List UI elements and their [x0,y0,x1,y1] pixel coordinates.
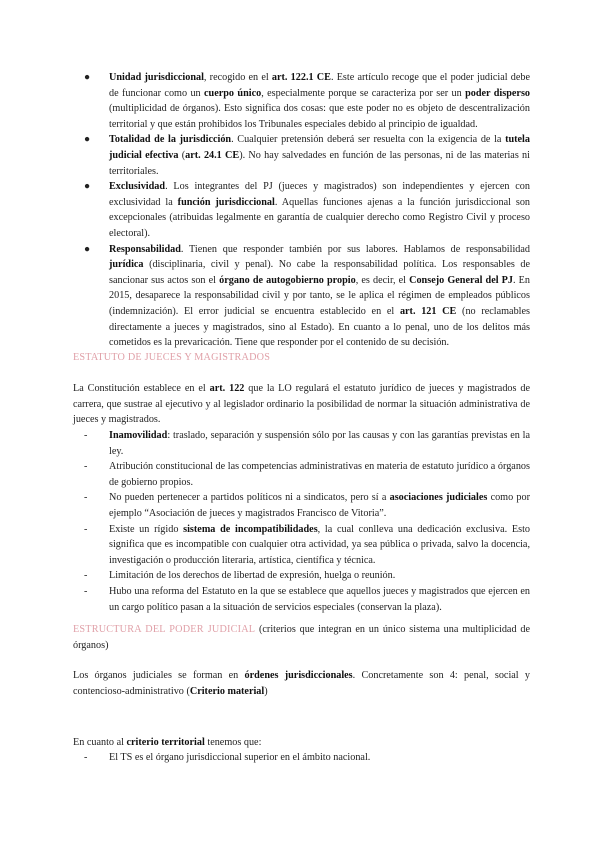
bold-term: art. 121 CE [399,305,457,317]
dash-icon: - [84,430,88,441]
estatuto-dash-list [84,428,530,615]
text-run: . Este artículo recoge que el poder judicial debe de funcionar como un [109,72,530,99]
bold-term: art. 24.1 CE [185,149,240,161]
text-run: ) [264,685,268,697]
list-item [84,568,530,584]
text-run: Los órganos judiciales se forman en [73,670,245,681]
dash-icon: - [84,752,88,763]
bold-term: asociaciones judiciales [389,492,488,504]
text-run: , la cual conlleva una dedicación exclusiva. Esto significa que es incompatible con cualquier otra actividad, ya sea pública o privada, salvo la docencia, investigación o producción literaria, artística, científica y técnica. [109,523,531,566]
bullet-item [84,70,530,132]
list-item [84,522,530,569]
bold-term: función jurisdiccional [177,196,275,208]
bullet-item [84,132,530,179]
criterio-territorial-paragraph [73,735,530,751]
bold-term: Exclusividad [109,181,166,193]
list-item [84,428,530,459]
text-run: que la LO regulará el estatuto jurídico de jueces y magistrados de carrera, que sustrae al ejecutivo y al legislador ordinario la posibilidad de normar la situación administrativa de jueces y magistrados. [73,383,530,426]
bullet-dot-icon: ● [84,134,91,146]
dash-icon: - [84,523,88,535]
text-run: : traslado, separación y suspensión sólo por las causas y con las garantías previstas en la ley. [109,430,530,457]
list-item [84,490,530,521]
text-run: (multiplicidad de órganos). Esto significa dos cosas: que este poder no es objeto de descentralización territorial y que están prohibidos los Tribunales especiales debido al principio de igualdad. [109,103,530,130]
text-run: , especialmente porque se caracteriza por ser un [261,87,466,99]
text-run: No pueden pertenecer a partidos políticos ni a sindicatos, pero sí a [109,492,390,504]
ordenes-paragraph [73,668,530,699]
text-run: ( [178,149,186,161]
text-run: . En 2015, desaparece la responsabilidad civil y por tanto, se le aplica el régimen de empleados públicos (indemnización). El error judicial se encuentra establecido en el [109,274,530,317]
bullet-dot-icon: ● [84,72,91,83]
bold-term: cuerpo único [204,87,262,99]
bullet-item [84,179,530,241]
bold-term: art. 122 [209,383,245,394]
text-run: , recogido en el [203,72,272,83]
text-run: (disciplinaria, civil y penal). No cabe la responsabilidad política. Los responsables de sancionar sus actos son el [109,259,530,286]
text-run: . Concretamente son 4: penal, social y contencioso-administrativo ( [73,670,530,697]
text-run: El TS es el órgano jurisdiccional superior en el ámbito nacional. [109,752,371,763]
bold-term: Consejo General del PJ [409,274,513,286]
dash-icon: - [84,461,88,473]
text-run: , es decir, el [355,274,410,286]
section-heading-note: (criterios que integran en un único sistema una multiplicidad de órganos) [73,624,530,651]
text-run: ). No hay salvedades en función de las personas, ni de las materias ni territoriales. [109,149,530,177]
bold-term: tutela judicial efectiva [109,134,530,161]
estructura-dash-list [84,750,530,766]
bold-term: Criterio material [189,685,265,697]
estatuto-intro-paragraph [73,381,530,428]
text-run: Hubo una reforma del Estatuto en la que se establece que aquellos jueces y magistrados que ejercen en un cargo político pasan a la situación de servicios especiales (conservan la plaza). [109,585,530,613]
estructura-heading-paragraph [73,622,530,653]
text-run: . Aquellas funciones ajenas a la función jurisdiccional son excepcionales (atribuidas legalmente en garantía de cualquier derecho como Registro Civil y proceso electoral). [109,196,531,239]
text-run: En cuanto al [73,737,127,748]
text-run: . Los integrantes del PJ (jueces y magistrados) son independientes y ejercen con exclusividad la [109,181,530,208]
text-run: La Constitución establece en el [73,383,210,394]
bold-term: órgano de autogobierno propio [219,274,356,286]
text-run: . Tienen que responder también por sus labores. Hablamos de responsabilidad [180,243,530,255]
list-item [84,750,530,766]
bold-term: criterio territorial [126,737,205,748]
bold-term: art. 122.1 CE [271,72,331,83]
dash-icon: - [84,492,88,504]
principles-bullet-list [84,70,530,351]
list-item [84,459,530,490]
text-run: Limitación de los derechos de libertad de expresión, huelga o reunión. [109,570,396,582]
bold-term: jurídica [109,259,144,271]
dash-icon: - [84,585,88,597]
text-run: Atribución constitucional de las competencias administrativas en materia de estatuto jurídico a órganos de gobierno propios. [109,461,530,488]
bold-term: Totalidad de la jurisdicción [109,134,232,146]
text-run: . Cualquier pretensión deberá ser resuelta con la exigencia de la [231,134,506,146]
bold-term: sistema de incompatibilidades [183,523,318,535]
text-run: tenemos que: [204,737,262,748]
bullet-dot-icon: ● [84,181,91,193]
dash-icon: - [84,570,88,582]
text-run: (no reclamables directamente a jueces y magistrados, sino al Estado). En cuanto a lo penal, uno de los delitos más cometidos es la prevaricación. Tiene que responder por el contenido de su decisión. [109,305,530,349]
bullet-dot-icon: ● [84,243,91,255]
list-item [84,584,530,615]
bullet-item [84,242,530,351]
bold-term: Responsabilidad [109,243,181,255]
bold-term: Inamovilidad [109,430,168,441]
text-run: como por ejemplo “Asociación de jueces y magistrados Francisco de Vitoria”. [109,492,531,519]
bold-term: órdenes jurisdiccionales [244,670,353,681]
section-heading-estatuto: ESTATUTO DE JUECES Y MAGISTRADOS [73,352,271,363]
bold-term: poder disperso [465,87,530,99]
section-heading-estructura: ESTRUCTURA DEL PODER JUDICIAL [73,624,256,635]
bold-term: Unidad jurisdiccional [109,72,204,83]
text-run: Existe un rígido [109,523,184,535]
